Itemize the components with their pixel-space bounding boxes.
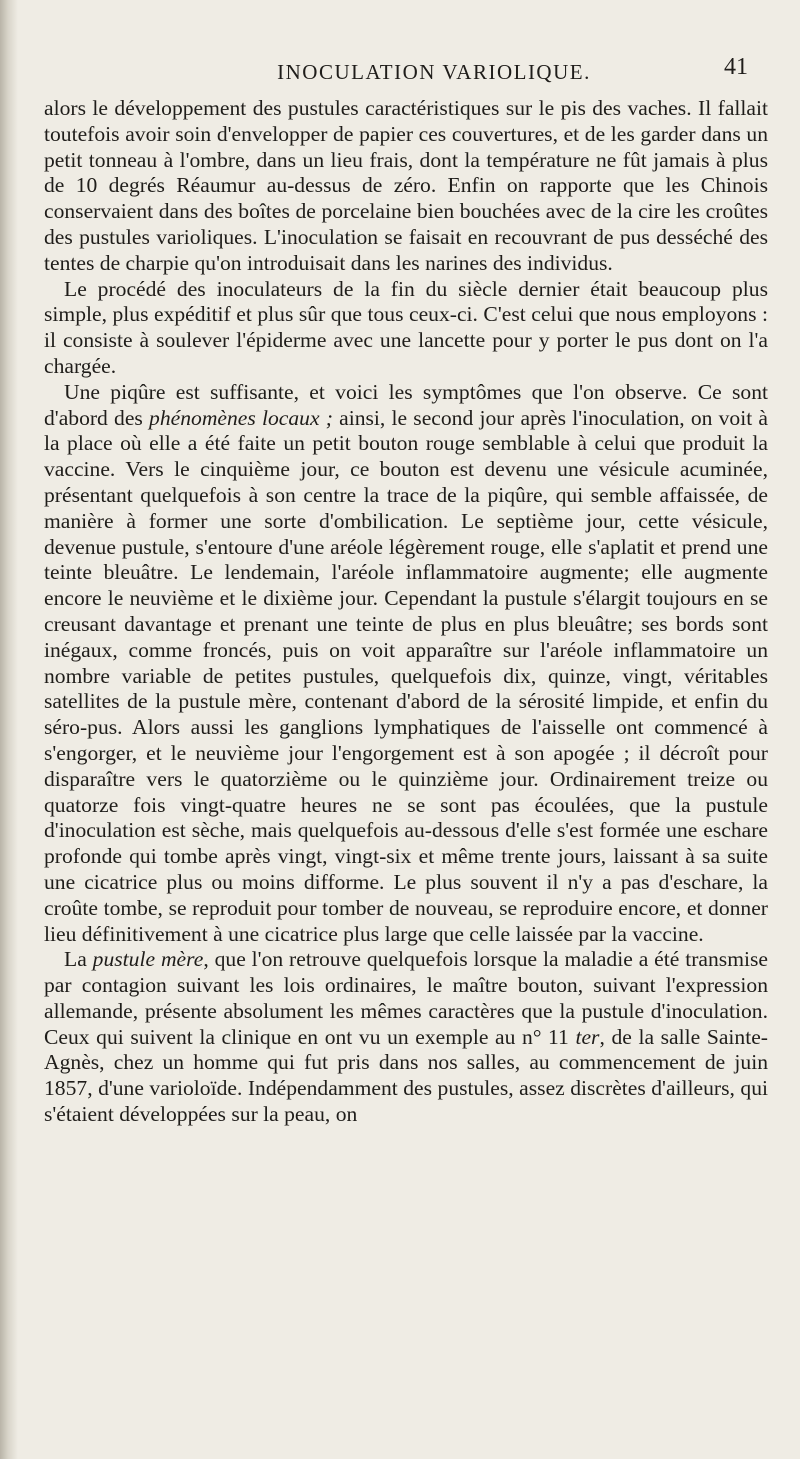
page-number: 41 [724, 54, 748, 80]
paragraph-3-start: Une piqûre est suffisante, et voici les symptômes que l'on observe. Ce sont d'abord des [44, 379, 768, 430]
paragraph-3-rest: ainsi, le second jour après l'inoculation, on voit à la place où elle a été faite un petit bouton rouge semblable à celui que produit la vaccine. Vers le cinquième jour, ce bouton est devenu une vésicule acuminée, présentant quelquefois à son centre la trace de la piqûre, qui semble affaissée, de manière à former une sorte d'ombilication. Le septième jour, cette vésicule, devenue pustule, s'entoure d'une aréole légèrement rouge, elle s'aplatit et prend une teinte bleuâtre. Le lendemain, l'aréole inflammatoire augmente; elle augmente encore le neuvième et le dixième jour. Cependant la pustule s'élargit toujours en se creusant davantage et prenant une teinte de plus en plus bleuâtre; ses bords sont inégaux, comme froncés, puis on voit apparaître sur l'aréole inflammatoire un nombre variable de petites pustules, quelquefois dix, quinze, vingt, véritables satellites de la pustule mère, contenant d'abord de la sérosité limpide, et enfin du séro-pus. Alors aussi les ganglions lymphatiques de l'aisselle ont commencé à s'engorger, et le neuvième jour l'engorgement est à son apogée ; il décroît pour disparaître vers le quatorzième ou le quinzième jour. Ordinairement treize ou quatorze fois vingt-quatre heures ne se sont pas écoulées, que la pustule d'inoculation est sèche, mais quelquefois au-dessous d'elle s'est formée une eschare profonde qui tombe après vingt, vingt-six et même trente jours, laissant à sa suite une cicatrice plus ou moins difforme. Le plus souvent il n'y a pas d'eschare, la croûte tombe, se reproduit pour tomber de nouveau, se reproduire encore, et donner lieu définitivement à une cicatrice plus large que celle laissée par la vaccine. [44, 405, 768, 946]
paragraph-4-end: , de la salle Sainte-Agnès, chez un homme qui fut pris dans nos salles, au commencement de juin 1857, d'une varioloïde. Indépendamment des pustules, assez discrètes d'ailleurs, qui s'étaient développées sur la peau, on [44, 1024, 768, 1127]
paragraph-4-start: La [64, 947, 93, 972]
page-header [120, 54, 748, 92]
emphasis-pustule-mere: pustule mère [92, 947, 204, 972]
paragraph-3 [44, 380, 768, 948]
page-edge-shadow [0, 0, 18, 1459]
running-title: INOCULATION VARIOLIQUE. [277, 60, 591, 84]
paragraph-4 [44, 947, 768, 1128]
emphasis-phenomenes-locaux: phénomènes locaux ; [149, 405, 333, 430]
body-text [44, 96, 768, 1128]
paragraph-2: Le procédé des inoculateurs de la fin du siècle dernier était beaucoup plus simple, plus expéditif et plus sûr que tous ceux-ci. C'est celui que nous employons : il consiste à soulever l'épiderme avec une lancette pour y porter le pus dont on l'a chargée. [44, 276, 768, 378]
paragraph-1: alors le développement des pustules caractéristiques sur le pis des vaches. Il fallait toutefois avoir soin d'envelopper de papier ces couvertures, et de les garder dans un petit tonneau à l'ombre, dans un lieu frais, dont la température ne fût jamais à plus de 10 degrés Réaumur au-dessus de zéro. Enfin on rapporte que les Chinois conservaient dans des boîtes de porcelaine bien bouchées avec de la cire les croûtes des pustules varioliques. L'inoculation se faisait en recouvrant de pus desséché des tentes de charpie qu'on introduisait dans les narines des individus. [44, 96, 768, 275]
emphasis-ter: ter [575, 1024, 600, 1049]
paragraph-4-middle: , que l'on retrouve quelquefois lorsque la maladie a été transmise par contagion suivant les lois ordinaires, le maître bouton, suivant l'expression allemande, présente absolument les mêmes caractères que la pustule d'inoculation. Ceux qui suivent la clinique en ont vu un exemple au n° 11 [44, 947, 768, 1049]
